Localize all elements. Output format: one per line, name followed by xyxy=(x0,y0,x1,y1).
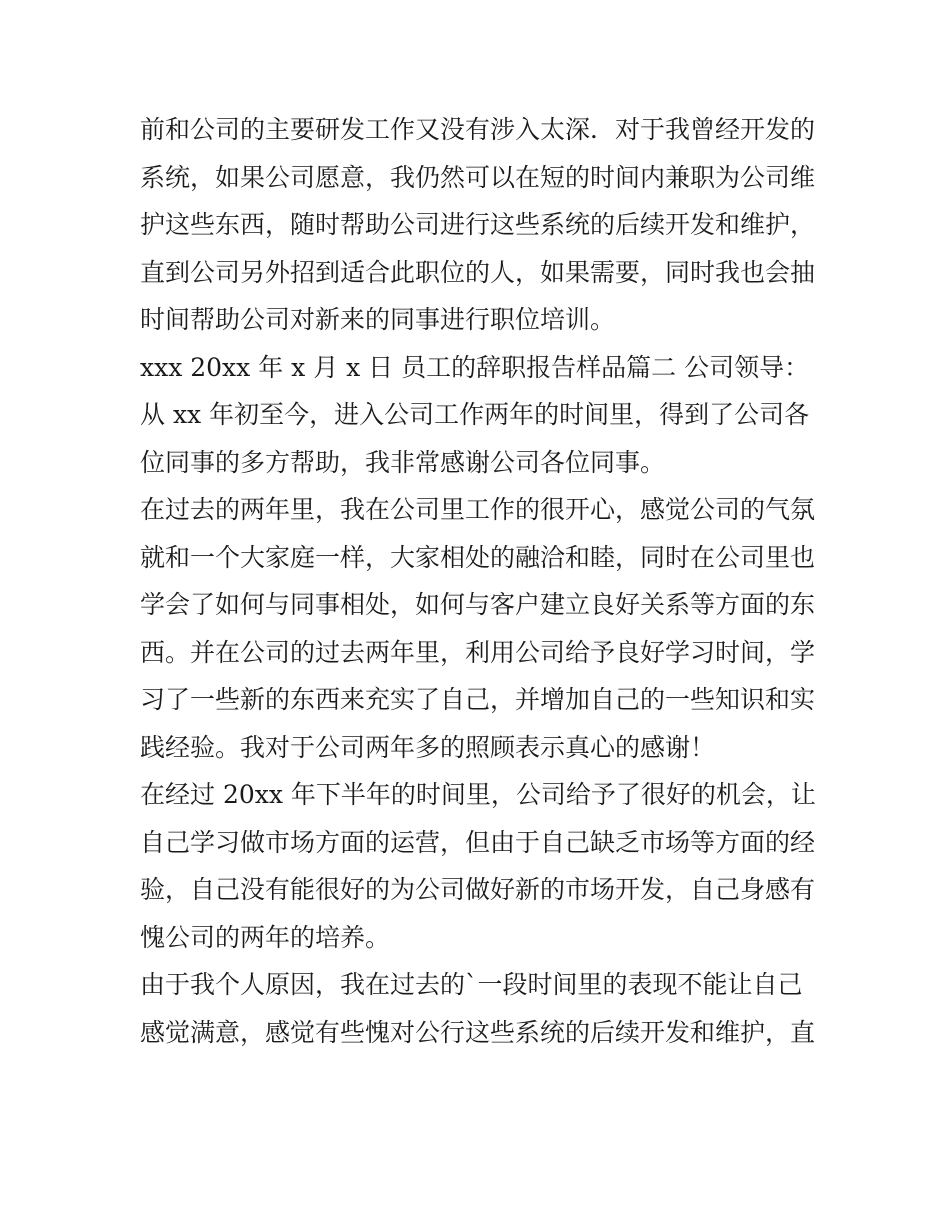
text-line: 从 xx 年初至今，进入公司工作两年的时间里，得到了公司各 xyxy=(140,400,810,429)
text-line: 在经过 20xx 年下半年的时间里，公司给予了很好的机会，让 xyxy=(140,780,816,809)
text-line: 验，自己没有能很好的为公司做好新的市场开发，自己身感有 xyxy=(140,875,816,904)
text-line: 前和公司的主要研发工作又没有涉入太深．对于我曾经开发的 xyxy=(140,115,816,144)
text-line: 在过去的两年里，我在公司里工作的很开心，感觉公司的气氛 xyxy=(140,495,816,524)
paragraph-3 xyxy=(140,391,820,486)
text-line: 感觉满意，感觉有些愧对公行这些系统的后续开发和维护，直 xyxy=(140,1017,816,1047)
text-line: 习了一些新的东西来充实了自己，并增加自己的一些知识和实 xyxy=(140,685,816,714)
paragraph-5 xyxy=(140,771,820,961)
text-line: 西。并在公司的过去两年里，利用公司给予良好学习时间，学 xyxy=(140,637,816,667)
paragraph-4 xyxy=(140,486,820,771)
text-line: 就和一个大家庭一样，大家相处的融洽和睦，同时在公司里也 xyxy=(140,542,816,572)
text-line: 由于我个人原因，我在过去的`一段时间里的表现不能让自己 xyxy=(140,970,803,999)
text-line: 践经验。我对于公司两年多的照顾表示真心的感谢！ xyxy=(140,732,716,762)
paragraph-1 xyxy=(140,106,820,344)
paragraph-2 xyxy=(140,344,820,392)
text-line: 护这些东西，随时帮助公司进行这些系统的后续开发和维护， xyxy=(140,210,816,239)
text-line: xxx 20xx 年 x 月 x 日 员工的辞职报告样品篇二 公司领导： xyxy=(140,352,810,382)
document-body xyxy=(140,106,820,1056)
text-line: 时间帮助公司对新来的同事进行职位培训。 xyxy=(140,305,616,334)
text-line: 系统，如果公司愿意，我仍然可以在短的时间内兼职为公司维 xyxy=(140,162,816,192)
text-line: 愧公司的两年的培养。 xyxy=(140,922,391,952)
paragraph-6 xyxy=(140,961,820,1056)
text-line: 自己学习做市场方面的运营，但由于自己缺乏市场等方面的经 xyxy=(140,827,816,857)
text-line: 学会了如何与同事相处，如何与客户建立良好关系等方面的东 xyxy=(140,590,816,619)
text-line: 直到公司另外招到适合此职位的人，如果需要，同时我也会抽 xyxy=(140,257,816,287)
text-line: 位同事的多方帮助，我非常感谢公司各位同事。 xyxy=(140,447,666,477)
